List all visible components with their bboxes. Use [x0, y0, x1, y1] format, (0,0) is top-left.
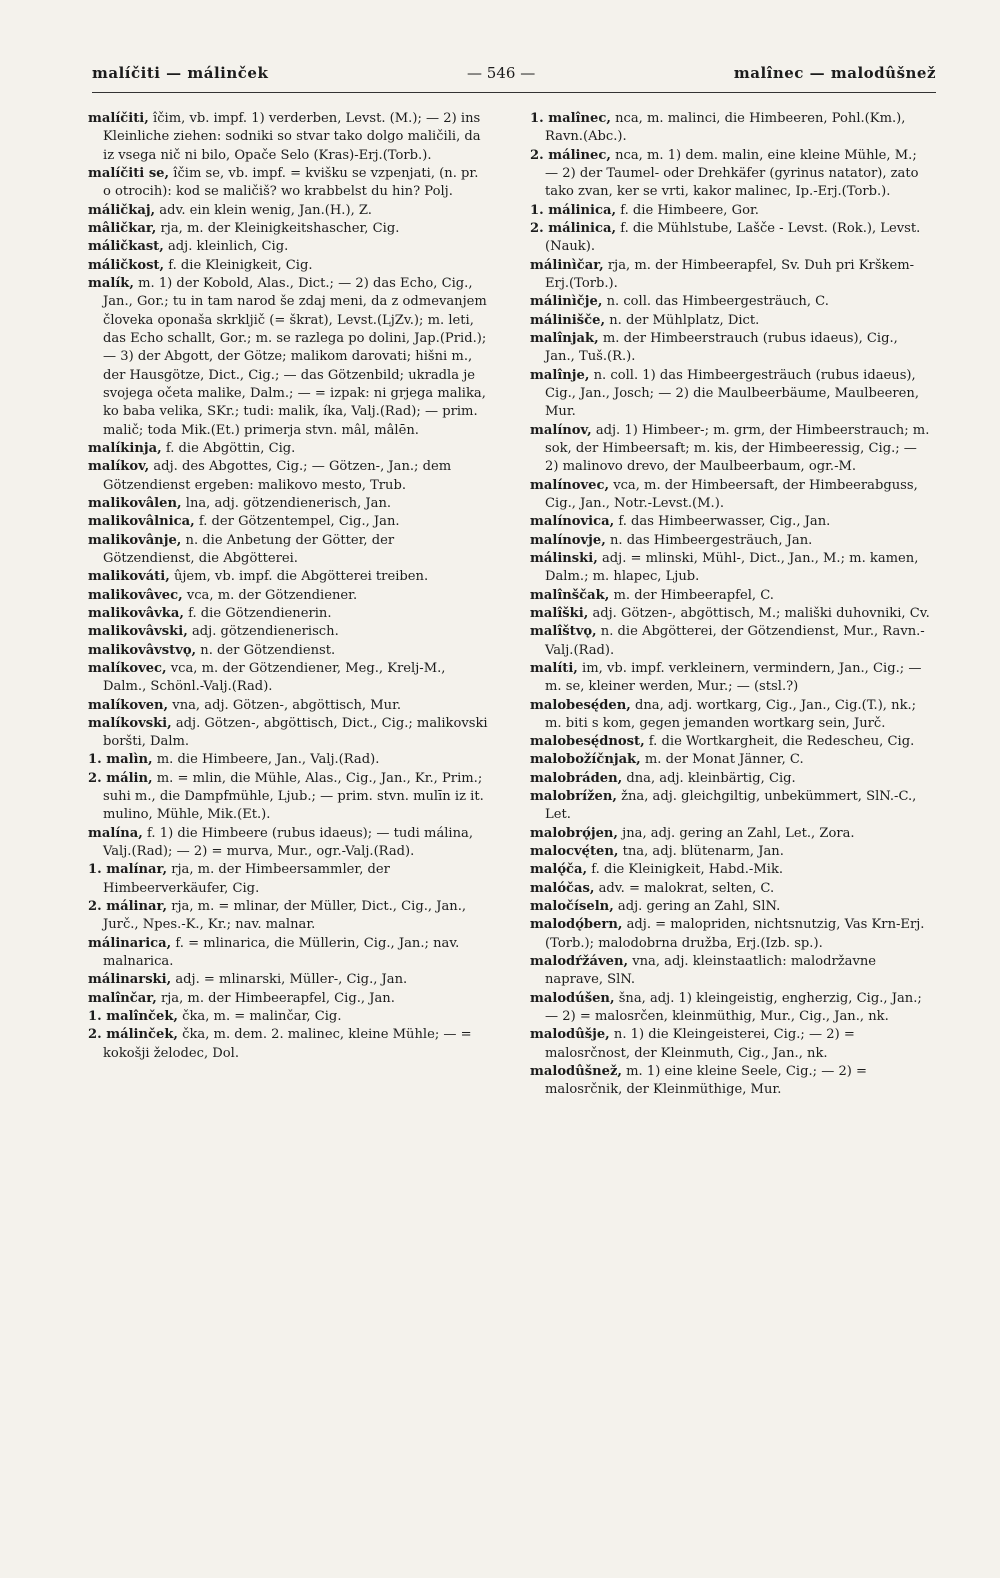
dictionary-entry	[530, 1026, 930, 1063]
entry-headword: malikovâvski,	[88, 624, 188, 640]
entry-headword: malodǫ́bern,	[530, 917, 623, 933]
entry-definition: ûjem, vb. impf. die Abgötterei treiben.	[173, 569, 429, 585]
right-column	[530, 110, 930, 1100]
dictionary-entry	[88, 257, 488, 275]
entry-headword: malodûšnež,	[530, 1064, 622, 1080]
dictionary-entry	[88, 587, 488, 605]
dictionary-entry	[88, 642, 488, 660]
entry-headword: malikovâvka,	[88, 605, 184, 621]
dictionary-entry	[88, 202, 488, 220]
entry-definition: adj. gering an Zahl, SlN.	[617, 899, 781, 915]
entry-headword: 2. málinček,	[88, 1027, 178, 1043]
dictionary-entry	[88, 1026, 488, 1063]
entry-headword: malíkov,	[88, 459, 150, 475]
entry-definition: f. = mlinarica, die Müllerin, Cig., Jan.; nav. malnarica.	[103, 935, 460, 970]
entry-definition: m. der Monat Jänner, C.	[644, 752, 804, 768]
entry-definition: m. die Himbeere, Jan., Valj.(Rad).	[156, 752, 380, 768]
entry-definition: adj. götzendienerisch.	[191, 624, 339, 640]
page-number: — 546 —	[467, 64, 536, 82]
dictionary-entry	[88, 275, 488, 440]
entry-definition: f. der Götzentempel, Cig., Jan.	[198, 514, 400, 530]
entry-headword: malîštvǫ,	[530, 624, 597, 640]
entry-headword: malobráden,	[530, 770, 623, 786]
entry-definition: n. 1) die Kleingeisterei, Cig.; — 2) = malosrčnost, der Kleinmuth, Cig., Jan., nk.	[545, 1027, 855, 1061]
entry-definition: lna, adj. götzendienerisch, Jan.	[185, 495, 392, 511]
entry-headword: 1. malînec,	[530, 111, 611, 126]
dictionary-entry	[530, 623, 930, 660]
dictionary-entry	[530, 257, 930, 294]
dictionary-entry	[530, 788, 930, 825]
entry-headword: malobesę́den,	[530, 697, 631, 713]
dictionary-entry	[530, 110, 930, 147]
entry-headword: malǫ́ča,	[530, 862, 588, 878]
entry-definition: vna, adj. kleinstaatlich: malodržavne naprave, SlN.	[545, 954, 877, 988]
entry-definition: žna, adj. gleichgiltig, unbekümmert, SlN.-C., Let.	[545, 789, 917, 823]
dictionary-entry	[88, 458, 488, 495]
dictionary-entry	[88, 220, 488, 238]
dictionary-entry	[530, 367, 930, 422]
dictionary-entry	[530, 733, 930, 751]
dictionary-entry	[530, 916, 930, 953]
entry-headword: malînščak,	[530, 587, 610, 603]
entry-headword: malînjak,	[530, 330, 599, 346]
entry-definition: adv. = malokrat, selten, C.	[598, 880, 775, 896]
entry-definition: m. 1) der Kobold, Alas., Dict.; — 2) das Echo, Cig., Jan., Gor.; tu in tam narod še zdaj meni, da z odmevanjem človeka oponaša skrkljič (= škrat), Levst.(LjZv.); m. leti, das Echo schallt, Gor.; m. se razlega po dolini, Jap.(Prid.); — 3) der Abgott, der Götze; malikom darovati; hišni m., der Hausgötze, Dict., Cig.; — das Götzenbild; ukradla je svojega očeta malike, Dalm.; — = izpak: ni grjega malika, ko baba velika, SKr.; tudi: malik, íka, Valj.(Rad); — prim. malič; toda Mik.(Et.) primerja stvn. mâl, mâlēn.	[103, 275, 487, 438]
dictionary-entry	[88, 825, 488, 862]
entry-definition: îčim, vb. impf. 1) verderben, Levst. (M.); — 2) ins Kleinliche ziehen: sodniki so stvar tako dolgo maličili, da iz vsega nič ni bilo, Opače Selo (Kras)-Erj.(Torb.).	[103, 111, 481, 163]
entry-definition: f. das Himbeerwasser, Cig., Jan.	[618, 514, 831, 530]
entry-headword: 2. málin,	[88, 770, 153, 786]
entry-definition: čka, m. = malinčar, Cig.	[182, 1009, 342, 1025]
entry-definition: im, vb. impf. verkleinern, vermindern, Jan., Cig.; — m. se, kleiner werden, Mur.; — (stsl.?)	[545, 660, 922, 695]
entry-headword: malodúšen,	[530, 990, 615, 1006]
entry-definition: adj. Götzen-, abgöttisch, M.; mališki duhovniki, Cv.	[592, 605, 930, 621]
dictionary-entry	[530, 861, 930, 879]
entry-headword: malínovica,	[530, 514, 615, 530]
entry-headword: málinišče,	[530, 312, 606, 328]
entry-headword: máličkaj,	[88, 202, 156, 218]
dictionary-entry	[88, 532, 488, 569]
entry-definition: f. die Götzendienerin.	[188, 605, 332, 621]
dictionary-entry	[530, 751, 930, 769]
entry-definition: n. das Himbeergesträuch, Jan.	[609, 532, 813, 548]
entry-definition: m. der Himbeerstrauch (rubus idaeus), Cig., Jan., Tuš.(R.).	[545, 330, 898, 365]
entry-headword: málinìčar,	[530, 257, 604, 273]
dictionary-entry	[530, 220, 930, 257]
entry-definition: adj. = malopriden, nichtsnutzig, Vas Krn-Erj.(Torb.); malodobrna družba, Erj.(Izb. sp.).	[545, 917, 925, 951]
header-right-guideword: malînec — malodûšnež	[733, 64, 936, 82]
entry-headword: malikovâlnica,	[88, 514, 195, 530]
entry-headword: málinarica,	[88, 935, 172, 951]
entry-headword: malínov,	[530, 422, 592, 438]
entry-definition: rja, m. der Kleinigkeitshascher, Cig.	[160, 220, 400, 236]
entry-definition: nca, m. malinci, die Himbeeren, Pohl.(Km.), Ravn.(Abc.).	[545, 111, 906, 145]
dictionary-entry	[88, 751, 488, 769]
entry-headword: malóčas,	[530, 880, 595, 896]
entry-headword: malikovânje,	[88, 532, 182, 548]
dictionary-entry	[88, 238, 488, 256]
entry-headword: mâličkar,	[88, 220, 157, 236]
entry-definition: dna, adj. wortkarg, Cig., Jan., Cig.(T.), nk.; m. biti s kom, gegen jemanden wortkarg sein, Jurč.	[545, 697, 917, 731]
entry-headword: malikovâvec,	[88, 587, 183, 603]
dictionary-entry	[88, 568, 488, 586]
entry-definition: f. die Kleinigkeit, Cig.	[168, 257, 313, 273]
entry-definition: îčim se, vb. impf. = kvišku se vzpenjati, (n. pr. o otrocih): kod se maličiš? wo krabbelst du hin? Polj.	[103, 165, 479, 200]
dictionary-entry	[530, 202, 930, 220]
entry-headword: 1. malínar,	[88, 862, 168, 878]
entry-definition: f. 1) die Himbeere (rubus idaeus); — tudi málina, Valj.(Rad); — 2) = murva, Mur., ogr.-Valj.(Rad).	[103, 825, 474, 860]
dictionary-entry	[530, 898, 930, 916]
dictionary-entry	[530, 953, 930, 990]
header-rule	[92, 92, 936, 93]
entry-definition: adj. des Abgottes, Cig.; — Götzen-, Jan.; dem Götzendienst ergeben: malikovo mesto, Trub.	[103, 459, 452, 493]
entry-headword: 2. málinec,	[530, 147, 611, 163]
dictionary-entry	[530, 422, 930, 477]
entry-headword: malínovec,	[530, 477, 610, 493]
entry-definition: adj. kleinlich, Cig.	[167, 239, 289, 255]
entry-headword: malocvę́ten,	[530, 844, 619, 860]
entry-headword: malobesę́dnost,	[530, 734, 645, 750]
dictionary-entry	[88, 971, 488, 989]
dictionary-entry	[530, 513, 930, 531]
dictionary-entry	[88, 623, 488, 641]
entry-definition: adj. 1) Himbeer-; m. grm, der Himbeerstrauch; m. sok, der Himbeersaft; m. kis, der Himbeeressig, Cig.; — 2) malinovo drevo, der Maulbeerbaum, ogr.-M.	[545, 422, 930, 475]
entry-definition: jna, adj. gering an Zahl, Let., Zora.	[622, 825, 855, 841]
dictionary-entry	[530, 293, 930, 311]
dictionary-entry	[88, 935, 488, 972]
entry-definition: adj. Götzen-, abgöttisch, Dict., Cig.; malikovski boršti, Dalm.	[103, 715, 488, 750]
dictionary-entry	[88, 898, 488, 935]
entry-definition: n. die Anbetung der Götter, der Götzendienst, die Abgötterei.	[103, 532, 395, 566]
dictionary-entry	[88, 440, 488, 458]
entry-headword: 2. málinar,	[88, 899, 168, 915]
dictionary-entry	[88, 605, 488, 623]
entry-definition: n. der Götzendienst.	[200, 642, 336, 658]
entry-definition: f. die Abgöttin, Cig.	[165, 440, 296, 456]
dictionary-entry	[530, 532, 930, 550]
entry-definition: n. coll. das Himbeergesträuch, C.	[606, 294, 829, 310]
entry-definition: adj. = mlinski, Mühl-, Dict., Jan., M.; m. kamen, Dalm.; m. hlapec, Ljub.	[545, 550, 919, 585]
entry-definition: tna, adj. blütenarm, Jan.	[622, 844, 784, 860]
entry-definition: m. = mlin, die Mühle, Alas., Cig., Jan., Kr., Prim.; suhi m., die Dampfmühle, Ljub.; — prim. stvn. mulīn iz it. mulino, Mühle, Mik.(Et.).	[103, 770, 484, 823]
entry-definition: adj. = mlinarski, Müller-, Cig., Jan.	[175, 972, 408, 988]
entry-definition: n. der Mühlplatz, Dict.	[609, 312, 760, 328]
dictionary-entry	[530, 697, 930, 734]
entry-headword: malînčar,	[88, 990, 157, 1006]
entry-headword: máličkost,	[88, 257, 165, 273]
entry-headword: malíčiti se,	[88, 165, 170, 181]
dictionary-entry	[88, 990, 488, 1008]
dictionary-entry	[88, 697, 488, 715]
dictionary-entry	[88, 110, 488, 165]
dictionary-entry	[88, 165, 488, 202]
entry-definition: čka, m. dem. 2. malinec, kleine Mühle; — = kokošji želodec, Dol.	[103, 1027, 472, 1061]
entry-headword: 1. malînček,	[88, 1009, 178, 1025]
dictionary-entry	[88, 513, 488, 531]
entry-headword: 1. málinica,	[530, 202, 617, 218]
dictionary-entry	[88, 770, 488, 825]
left-column	[88, 110, 488, 1063]
entry-headword: málinarski,	[88, 972, 172, 988]
entry-headword: málinski,	[530, 550, 598, 566]
entry-definition: n. die Abgötterei, der Götzendienst, Mur., Ravn.-Valj.(Rad).	[545, 624, 925, 658]
dictionary-entry	[530, 1063, 930, 1100]
entry-headword: 1. malìn,	[88, 752, 153, 768]
dictionary-entry	[530, 990, 930, 1027]
entry-definition: šna, adj. 1) kleingeistig, engherzig, Cig., Jan.; — 2) = malosrčen, kleinmüthig, Mur., Cig., Jan., nk.	[545, 990, 922, 1025]
entry-definition: m. 1) eine kleine Seele, Cig.; — 2) = malosrčnik, der Kleinmüthige, Mur.	[545, 1064, 868, 1098]
dictionary-entry	[88, 715, 488, 752]
entry-definition: f. die Wortkargheit, die Redescheu, Cig.	[648, 734, 915, 750]
entry-headword: malobrížen,	[530, 789, 617, 805]
dictionary-entry	[530, 843, 930, 861]
dictionary-entry	[530, 147, 930, 202]
dictionary-entry	[530, 880, 930, 898]
entry-definition: dna, adj. kleinbärtig, Cig.	[626, 770, 796, 786]
dictionary-entry	[88, 495, 488, 513]
entry-definition: rja, m. der Himbeerapfel, Sv. Duh pri Krškem-Erj.(Torb.).	[545, 257, 915, 291]
entry-headword: malobrǫ́jen,	[530, 825, 618, 841]
entry-headword: malík,	[88, 275, 134, 291]
entry-definition: rja, m. der Himbeerapfel, Cig., Jan.	[160, 990, 395, 1006]
dictionary-entry	[530, 770, 930, 788]
entry-definition: vna, adj. Götzen-, abgöttisch, Mur.	[172, 697, 402, 713]
entry-headword: malîški,	[530, 605, 589, 621]
entry-headword: malikovâvstvǫ,	[88, 642, 197, 658]
entry-definition: rja, m. der Himbeersammler, der Himbeerverkäufer, Cig.	[103, 862, 390, 896]
entry-definition: rja, m. = mlinar, der Müller, Dict., Cig., Jan., Jurč., Npes.-K., Kr.; nav. malnar.	[103, 899, 467, 933]
running-header	[92, 64, 936, 82]
entry-headword: malína,	[88, 825, 143, 841]
dictionary-entry	[530, 477, 930, 514]
entry-headword: malodûšje,	[530, 1027, 610, 1043]
entry-definition: nca, m. 1) dem. malin, eine kleine Mühle, M.; — 2) der Taumel- oder Drehkäfer (gyrinus natator), zato tako zvan, ker se vrti, kakor malinec, Ip.-Erj.(Torb.).	[545, 147, 919, 200]
entry-definition: n. coll. 1) das Himbeergesträuch (rubus idaeus), Cig., Jan., Josch; — 2) die Maulbeerbäume, Maulbeeren, Mur.	[545, 367, 919, 420]
entry-headword: malíkovski,	[88, 715, 172, 731]
dictionary-entry	[88, 861, 488, 898]
entry-headword: malíkinja,	[88, 440, 162, 456]
entry-headword: malíkoven,	[88, 697, 169, 713]
entry-definition: f. die Himbeere, Gor.	[620, 202, 759, 218]
dictionary-entry	[530, 587, 930, 605]
entry-headword: maločíseln,	[530, 899, 614, 915]
entry-headword: malíčiti,	[88, 111, 149, 126]
entry-definition: f. die Mühlstube, Lašče - Levst. (Rok.), Levst.(Nauk).	[545, 220, 921, 255]
entry-headword: 2. málinica,	[530, 220, 617, 236]
entry-headword: malodŕžáven,	[530, 954, 629, 970]
entry-headword: malikováti,	[88, 569, 170, 585]
entry-headword: malikovâlen,	[88, 495, 182, 511]
dictionary-entry	[88, 660, 488, 697]
entry-headword: malíti,	[530, 660, 578, 676]
entry-definition: vca, m. der Götzendiener, Meg., Krelj-M., Dalm., Schönl.-Valj.(Rad).	[103, 660, 446, 695]
dictionary-entry	[530, 660, 930, 697]
entry-headword: málinìčje,	[530, 294, 603, 310]
dictionary-entry	[530, 825, 930, 843]
dictionary-entry	[530, 312, 930, 330]
entry-definition: adv. ein klein wenig, Jan.(H.), Z.	[159, 202, 372, 218]
entry-headword: malobožíčnjak,	[530, 752, 641, 768]
entry-definition: f. die Kleinigkeit, Habd.-Mik.	[591, 862, 784, 878]
entry-definition: m. der Himbeerapfel, C.	[613, 587, 774, 603]
header-left-guideword: malíčiti — málinček	[92, 64, 269, 82]
entry-headword: máličkast,	[88, 239, 164, 255]
dictionary-entry	[88, 1008, 488, 1026]
dictionary-entry	[530, 330, 930, 367]
entry-definition: vca, m. der Götzendiener.	[186, 587, 358, 603]
dictionary-entry	[530, 605, 930, 623]
entry-headword: malínovje,	[530, 532, 606, 548]
entry-definition: vca, m. der Himbeersaft, der Himbeerabguss, Cig., Jan., Notr.-Levst.(M.).	[545, 477, 918, 511]
entry-headword: malînje,	[530, 367, 590, 383]
dictionary-entry	[530, 550, 930, 587]
entry-headword: malíkovec,	[88, 660, 167, 676]
